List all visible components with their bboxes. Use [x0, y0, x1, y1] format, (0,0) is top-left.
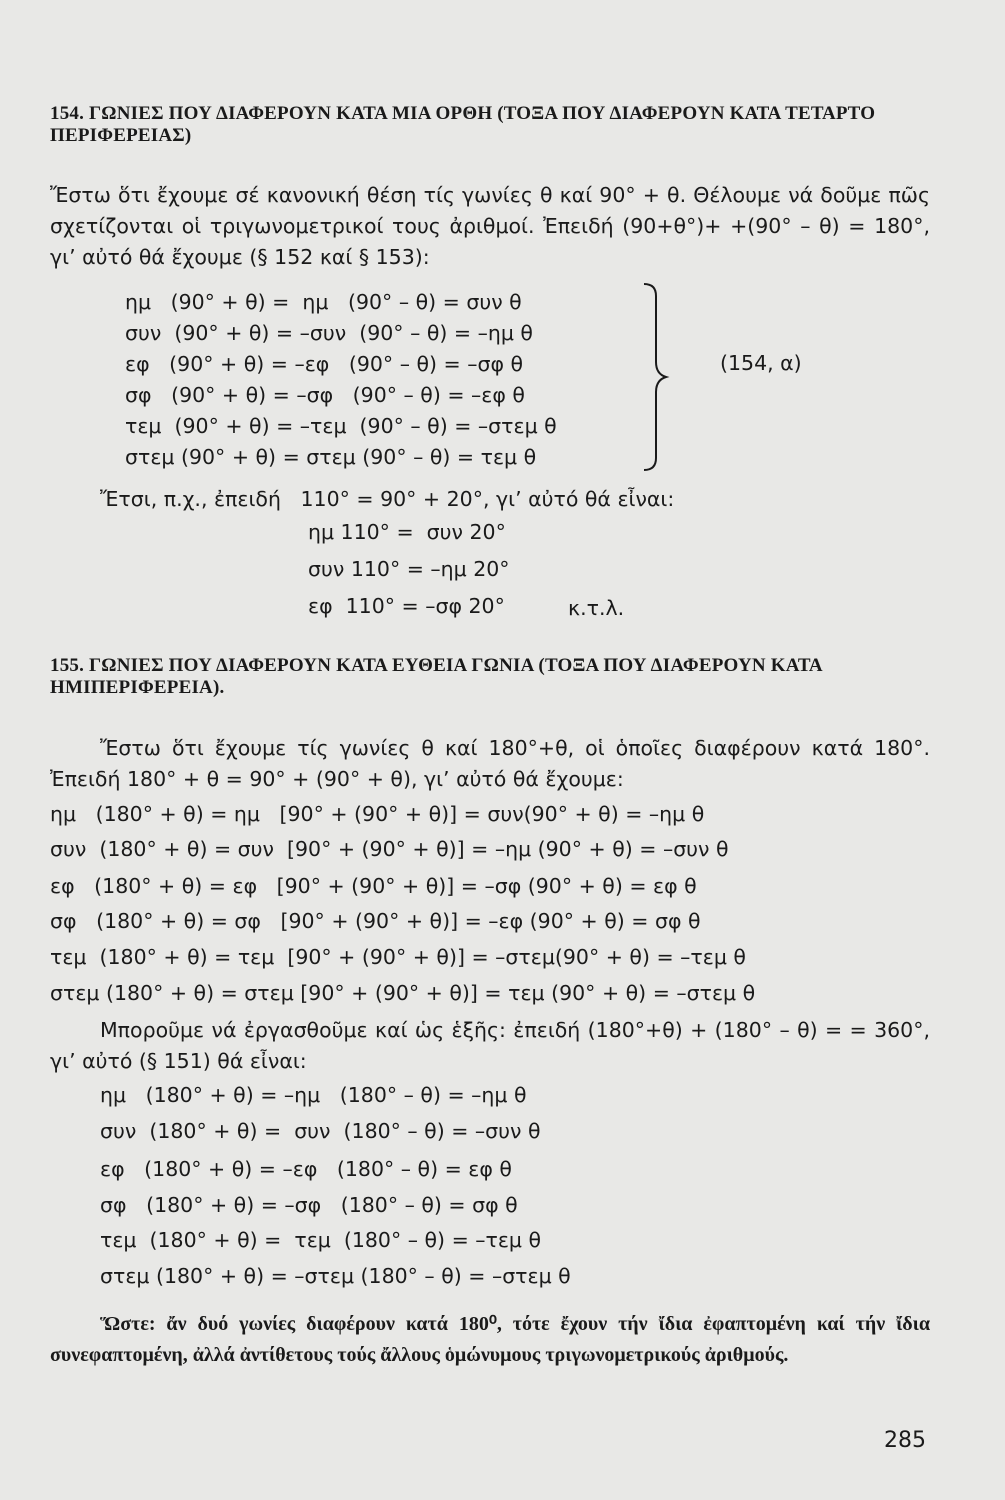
eq-154-line-4: σφ (90° + θ) = –σφ (90° – θ) = –εφ θ: [125, 383, 525, 407]
section-155-intro: Ἔστω ὅτι ἔχουμε τίς γωνίες θ καί 180°+θ, οἱ ὁποῖες διαφέρουν κατά 180°. Ἐπειδή 180° + θ = 90° + (90° + θ), γι’ αὐτό θά ἔχουμε:: [50, 736, 930, 791]
eq-155b-line-6: στεμ (180° + θ) = –στεμ (180° – θ) = –στεμ θ: [100, 1264, 571, 1288]
eq-154-line-6: στεμ (90° + θ) = στεμ (90° – θ) = τεμ θ: [125, 445, 537, 469]
example-line-3: εφ 110° = –σφ 20°: [308, 594, 505, 618]
eq-155b-line-5: τεμ (180° + θ) = τεμ (180° – θ) = –τεμ θ: [100, 1228, 542, 1252]
eq-155-line-4: σφ (180° + θ) = σφ [90° + (90° + θ)] = –εφ (90° + θ) = σφ θ: [50, 909, 701, 933]
example-line-1: ημ 110° = συν 20°: [308, 520, 506, 544]
eq-154-line-5: τεμ (90° + θ) = –τεμ (90° – θ) = –στεμ θ: [125, 414, 557, 438]
eq-154-line-2: συν (90° + θ) = –συν (90° – θ) = –ημ θ: [125, 321, 533, 345]
etc-text: κ.τ.λ.: [568, 596, 625, 620]
eq-155b-line-4: σφ (180° + θ) = –σφ (180° – θ) = σφ θ: [100, 1193, 518, 1217]
section-155-heading: 155. ΓΩΝΙΕΣ ΠΟΥ ΔΙΑΦΕΡΟΥΝ ΚΑΤΑ ΕΥΘΕΙΑ ΓΩΝΙΑ (ΤΟΞΑ ΠΟΥ ΔΙΑΦΕΡΟΥΝ ΚΑΤΑ ΗΜΙΠΕΡΙΦΕΡΕΙΑ).: [50, 655, 822, 698]
section-155-mid-text: Μποροῦμε νά ἐργασθοῦμε καί ὡς ἑξῆς: ἐπειδή (180°+θ) + (180° – θ) = = 360°, γι’ αὐτό (§ 151) θά εἶναι:: [50, 1018, 930, 1073]
eq-155b-line-3: εφ (180° + θ) = –εφ (180° – θ) = εφ θ: [100, 1157, 512, 1181]
eq-155b-line-1: ημ (180° + θ) = –ημ (180° – θ) = –ημ θ: [100, 1083, 527, 1107]
example-line-2: συν 110° = –ημ 20°: [308, 557, 510, 581]
conclusion-text: Ὥστε: ἄν δυό γωνίες διαφέρουν κατά 180⁰, τότε ἔχουν τήν ἴδια ἐφαπτομένη καί τήν ἴδια συνεφαπτομένη, ἀλλά ἀντίθετους τούς ἄλλους ὁμώνυμους τριγωνομετρικούς ἀριθμούς.: [50, 1313, 930, 1366]
eq-155-line-2: συν (180° + θ) = συν [90° + (90° + θ)] = –ημ (90° + θ) = –συν θ: [50, 837, 729, 861]
eq-155-line-5: τεμ (180° + θ) = τεμ [90° + (90° + θ)] = –στεμ(90° + θ) = –τεμ θ: [50, 945, 746, 969]
eq-155-line-6: στεμ (180° + θ) = στεμ [90° + (90° + θ)] = τεμ (90° + θ) = –στεμ θ: [50, 981, 756, 1005]
right-brace: [640, 282, 670, 472]
equation-number: (154, α): [720, 351, 802, 375]
page-number: 285: [884, 1428, 926, 1453]
example-intro: Ἔτσι, π.χ., ἐπειδή 110° = 90° + 20°, γι’ αὐτό θά εἶναι:: [100, 487, 675, 511]
eq-154-line-3: εφ (90° + θ) = –εφ (90° – θ) = –σφ θ: [125, 352, 524, 376]
section-154-heading: 154. ΓΩΝΙΕΣ ΠΟΥ ΔΙΑΦΕΡΟΥΝ ΚΑΤΑ ΜΙΑ ΟΡΘΗ (ΤΟΞΑ ΠΟΥ ΔΙΑΦΕΡΟΥΝ ΚΑΤΑ ΤΕΤΑΡΤΟ ΠΕΡΙΦΕΡΕΙΑΣ): [50, 103, 876, 146]
eq-155-line-1: ημ (180° + θ) = ημ [90° + (90° + θ)] = συν(90° + θ) = –ημ θ: [50, 802, 705, 826]
section-154-intro: Ἔστω ὅτι ἔχουμε σέ κανονική θέση τίς γωνίες θ καί 90° + θ. Θέλουμε νά δοῦμε πῶς σχετίζονται οἱ τριγωνομετρικοί τους ἀριθμοί. Ἐπειδή (90+θ°)+ +(90° – θ) = 180°, γι’ αὐτό θά ἔχουμε (§ 152 καί § 153):: [50, 183, 930, 269]
eq-155b-line-2: συν (180° + θ) = συν (180° – θ) = –συν θ: [100, 1119, 541, 1143]
eq-155-line-3: εφ (180° + θ) = εφ [90° + (90° + θ)] = –σφ (90° + θ) = εφ θ: [50, 874, 697, 898]
eq-154-line-1: ημ (90° + θ) = ημ (90° – θ) = συν θ: [125, 290, 522, 314]
